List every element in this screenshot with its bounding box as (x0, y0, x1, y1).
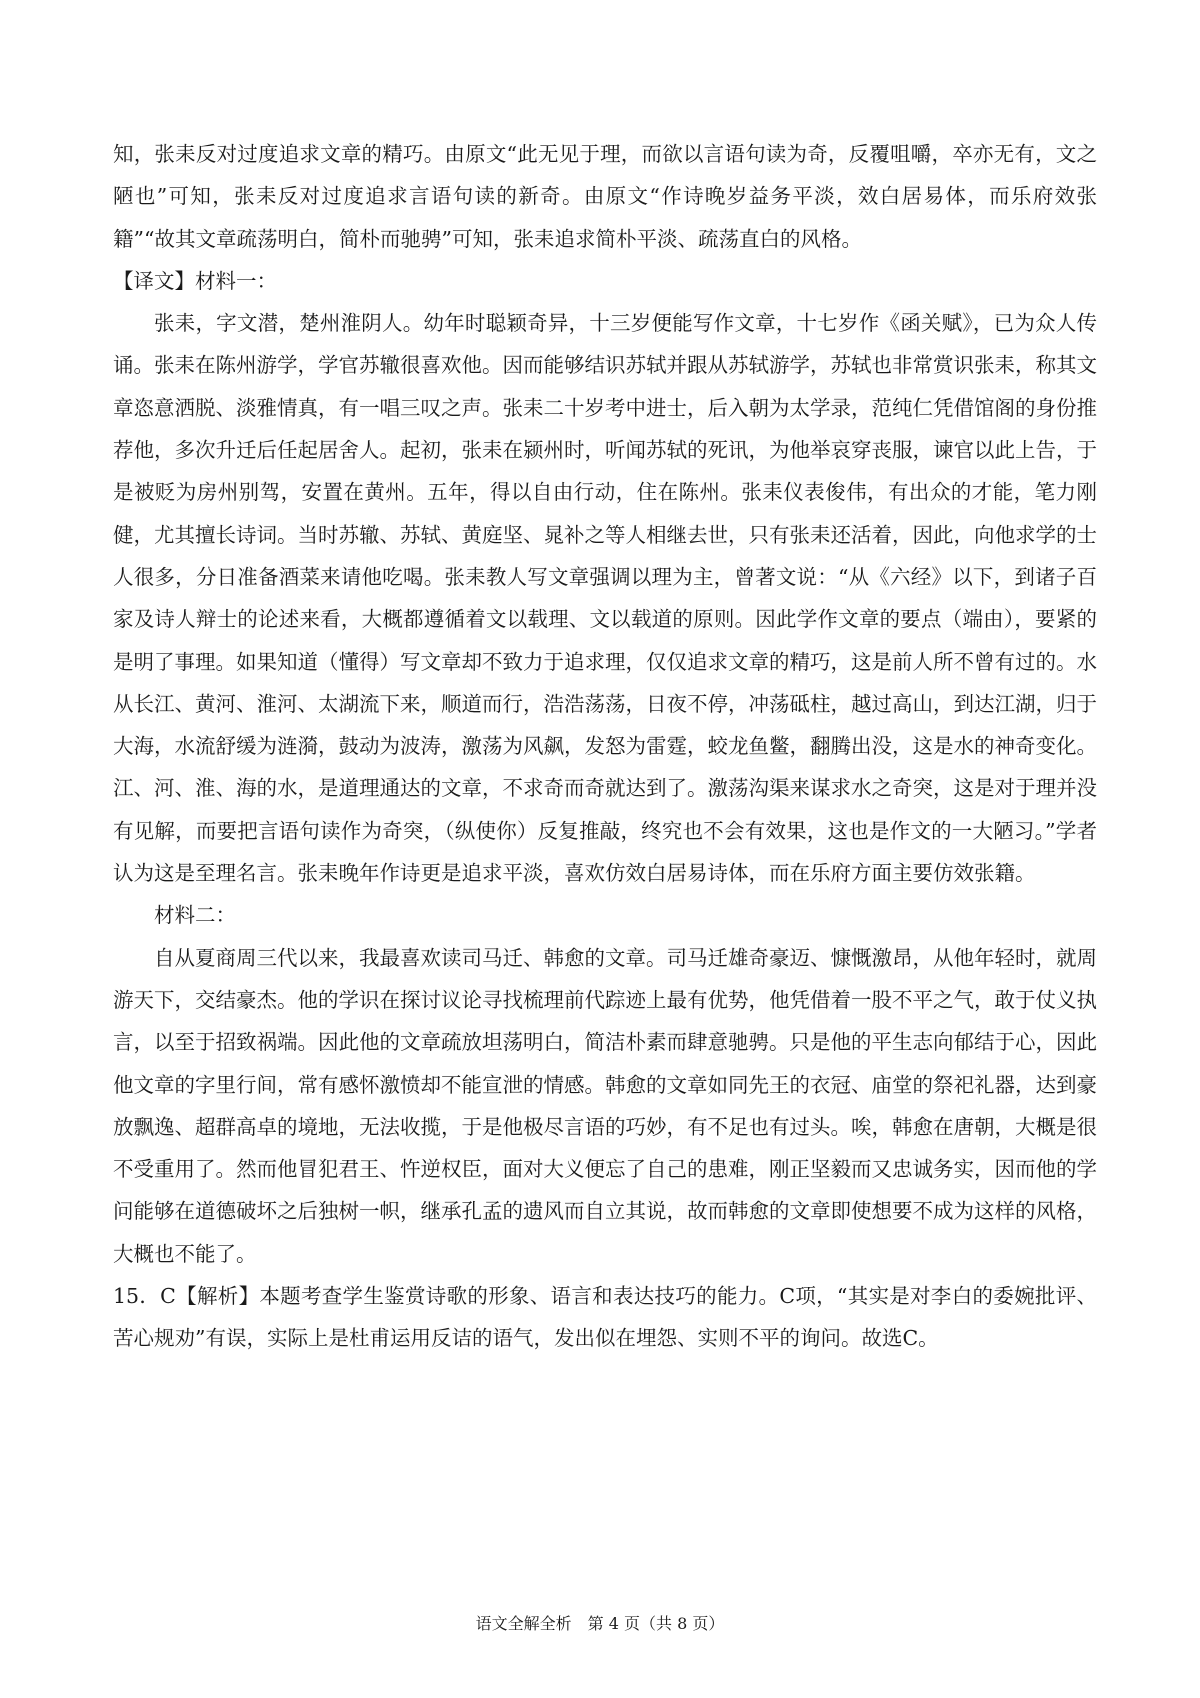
document-body (113, 133, 1097, 1360)
material-two-heading: 材料二： (154, 903, 236, 928)
analysis-continuation-paragraph: 知，张耒反对过度追求文章的精巧。由原文“此无见于理，而欲以言语句读为奇，反覆咀嚼，卒亦无有，文之陋也”可知，张耒反对过度追求言语句读的新奇。由原文“作诗晚岁益务平淡，效白居易体，而乐府效张籍”“故其文章疏荡明白，简朴而驰骋”可知，张耒追求简朴平淡、疏荡直白的风格。 (113, 142, 1097, 251)
translation-material-one-paragraph: 张耒，字文潜，楚州淮阴人。幼年时聪颖奇异，十三岁便能写作文章，十七岁作《函关赋》，已为众人传诵。张耒在陈州游学，学官苏辙很喜欢他。因而能够结识苏轼并跟从苏轼游学，苏轼也非常赏识张耒，称其文章恣意洒脱、淡雅情真，有一唱三叹之声。张耒二十岁考中进士，后入朝为太学录，范纯仁凭借馆阁的身份推荐他，多次升迁后任起居舍人。起初，张耒在颍州时，听闻苏轼的死讯，为他举哀穿丧服，谏官以此上告，于是被贬为房州别驾，安置在黄州。五年，得以自由行动，住在陈州。张耒仪表俊伟，有出众的才能，笔力刚健，尤其擅长诗词。当时苏辙、苏轼、黄庭坚、晁补之等人相继去世，只有张耒还活着，因此，向他求学的士人很多，分日准备酒菜来请他吃喝。张耒教人写文章强调以理为主，曾著文说：“从《六经》以下，到诸子百家及诗人辩士的论述来看，大概都遵循着文以载理、文以载道的原则。因此学作文章的要点（端由），要紧的是明了事理。如果知道（懂得）写文章却不致力于追求理，仅仅追求文章的精巧，这是前人所不曾有过的。水从长江、黄河、淮河、太湖流下来，顺道而行，浩浩荡荡，日夜不停，冲荡砥柱，越过高山，到达江湖，归于大海，水流舒缓为涟漪，鼓动为波涛，激荡为风飙，发怒为雷霆，蛟龙鱼鳖，翻腾出没，这是水的神奇变化。江、河、淮、海的水，是道理通达的文章，不求奇而奇就达到了。激荡沟渠来谋求水之奇突，这是对于理并没有见解，而要把言语句读作为奇突，（纵使你）反复推敲，终究也不会有效果，这也是作文的一大陋习。”学者认为这是至理名言。张耒晚年作诗更是追求平淡，喜欢仿效白居易诗体，而在乐府方面主要仿效张籍。 (113, 311, 1097, 886)
translation-material-two-paragraph: 自从夏商周三代以来，我最喜欢读司马迁、韩愈的文章。司马迁雄奇豪迈、慷慨激昂，从他年轻时，就周游天下，交结豪杰。他的学识在探讨议论寻找梳理前代踪迹上最有优势，他凭借着一股不平之气，敢于仗义执言，以至于招致祸端。因此他的文章疏放坦荡明白，简洁朴素而肆意驰骋。只是他的平生志向郁结于心，因此他文章的字里行间，常有感怀激愤却不能宣泄的情感。韩愈的文章如同先王的衣冠、庙堂的祭祀礼器，达到豪放飘逸、超群高卓的境地，无法收揽，于是他极尽言语的巧妙，有不足也有过头。唉，韩愈在唐朝，大概是很不受重用了。然而他冒犯君王、忤逆权臣，面对大义便忘了自己的患难，刚正坚毅而又忠诚务实，因而他的学问能够在道德破坏之后独树一帜，继承孔孟的遗风而自立其说，故而韩愈的文章即使想要不成为这样的风格，大概也不能了。 (113, 945, 1097, 1266)
question-15-answer-paragraph: 15．C【解析】本题考查学生鉴赏诗歌的形象、语言和表达技巧的能力。C项，“其实是对李白的委婉批评、苦心规劝”有误，实际上是杜甫运用反诘的语气，发出似在埋怨、实则不平的询问。故选C。 (113, 1284, 1097, 1351)
page-footer: 语文全解全析 第 4 页（共 8 页） (475, 1614, 725, 1633)
translation-heading: 【译文】材料一： (113, 268, 277, 293)
